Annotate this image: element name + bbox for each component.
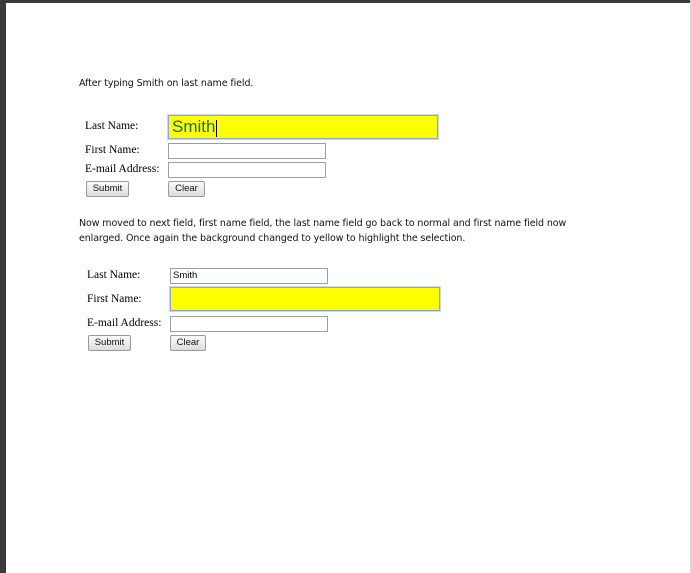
clear-button[interactable]: Clear: [168, 181, 205, 197]
window-left-border: [0, 0, 6, 573]
last-name-value: Smith: [172, 117, 216, 136]
text-cursor: [216, 120, 217, 137]
first-name-field[interactable]: [168, 143, 326, 159]
caption-after: Now moved to next field, first name field, the last name field go back to normal and first name field now enlarged. Once again the background changed to yellow to highlight the selection.: [79, 218, 567, 244]
clear-button[interactable]: Clear: [170, 335, 206, 351]
last-name-field[interactable]: [168, 115, 438, 139]
email-label: E-mail Address:: [85, 163, 160, 175]
last-name-label: Last Name:: [87, 269, 141, 281]
email-field[interactable]: [168, 162, 326, 178]
window-top-border: [0, 0, 692, 3]
first-name-field[interactable]: [170, 287, 440, 311]
email-label: E-mail Address:: [87, 317, 162, 329]
first-name-label: First Name:: [85, 144, 140, 156]
submit-button[interactable]: Submit: [88, 335, 131, 351]
caption-before: After typing Smith on last name field.: [79, 78, 254, 89]
email-field[interactable]: [170, 316, 328, 332]
first-name-label: First Name:: [87, 293, 142, 305]
last-name-field[interactable]: Smith: [170, 268, 328, 284]
submit-button[interactable]: Submit: [86, 181, 129, 197]
last-name-label: Last Name:: [85, 120, 139, 132]
